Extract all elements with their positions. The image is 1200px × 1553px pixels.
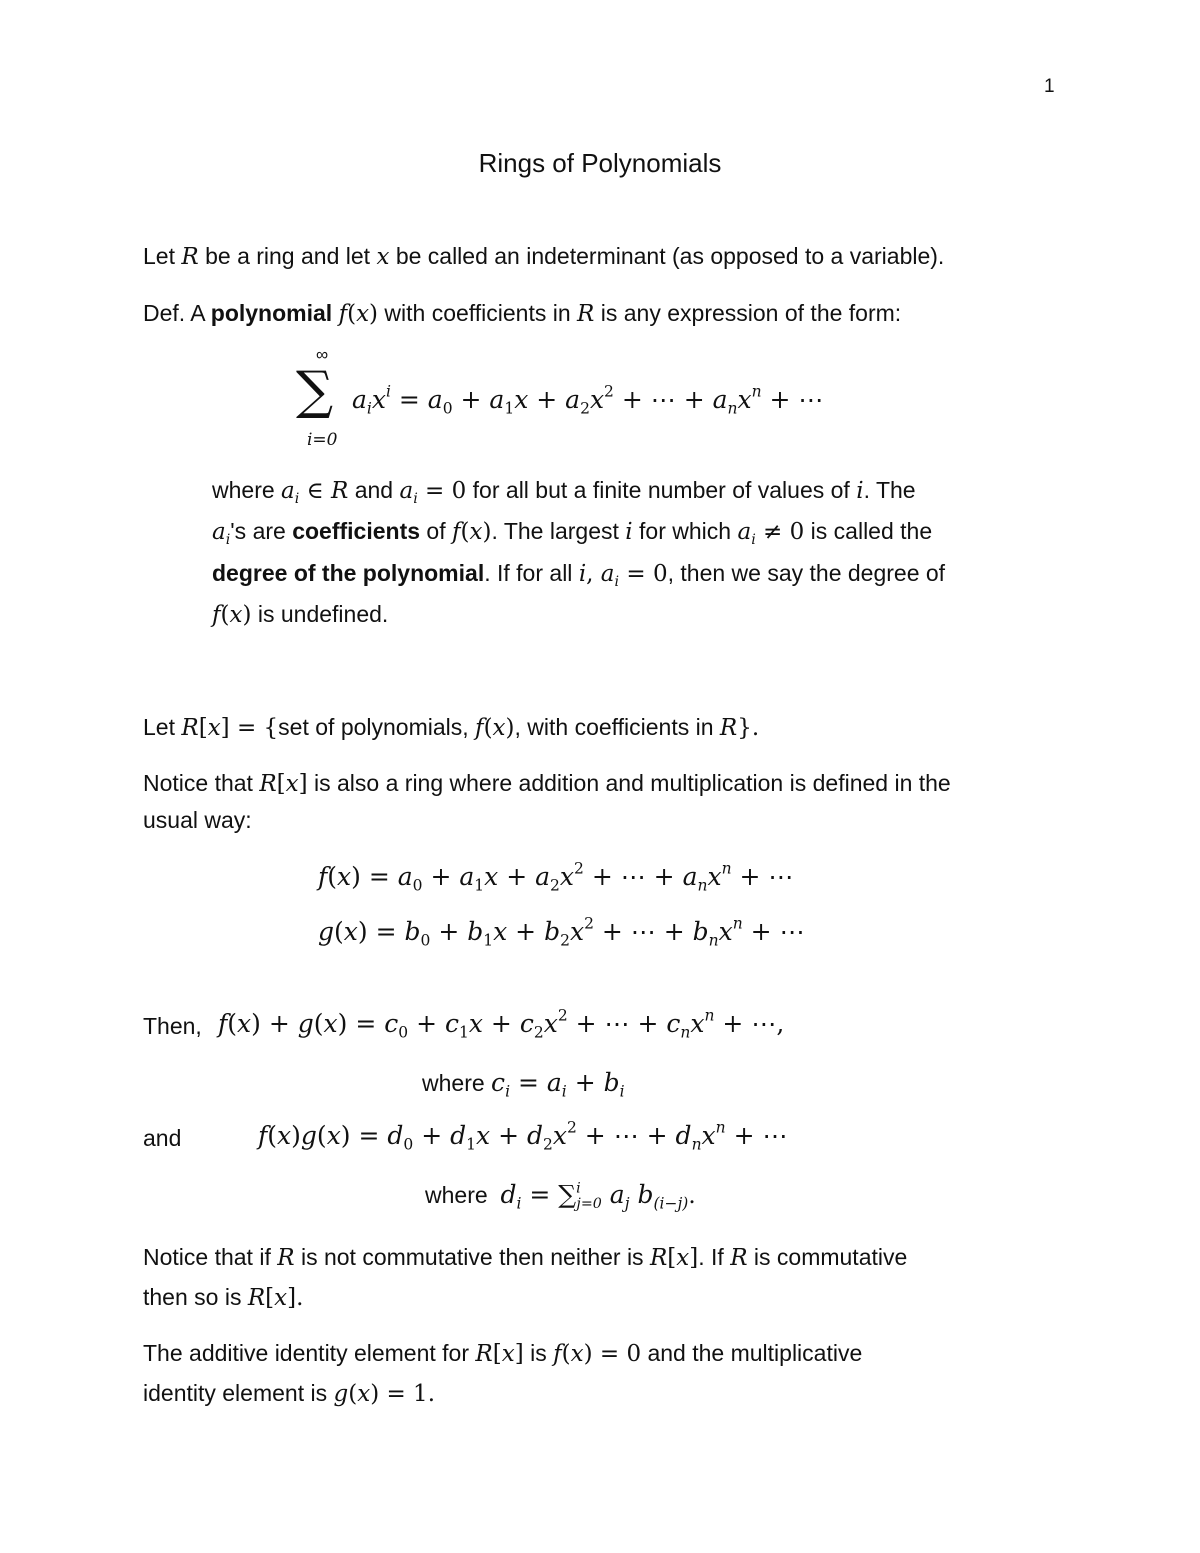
commutative-line-1: Notice that if R is not commutative then neither is R[x]. If R is commutative: [143, 1244, 908, 1271]
term-coefficients: coefficients: [292, 518, 421, 544]
notice-ring-line-1: Notice that R[x] is also a ring where addition and multiplication is defined in the: [143, 770, 951, 797]
def-with-coeff: with coefficients in: [384, 300, 571, 326]
gx-equation: $g(x) = b_0 + b_1x + b_2x^2$ + ⋯ + $b_nx^n$ + ⋯: [318, 914, 805, 950]
identity-line-1: The additive identity element for R[x] is f(x) = 0 and the multiplicative: [143, 1340, 863, 1367]
then-label: Then,: [143, 1013, 202, 1039]
sum-upper-limit: ∞: [316, 345, 329, 364]
page-title: Rings of Polynomials: [478, 148, 722, 178]
term-polynomial: polynomial: [210, 300, 333, 326]
where-line-2: $a_i's$ are coefficients of f(x). The largest i for which $a_i \ne 0$ is called the: [212, 518, 933, 548]
commutative-line-2: then so is R[x].: [143, 1284, 304, 1311]
term-degree: degree of the polynomial: [212, 560, 485, 586]
intro-be-called: be called an indeterminant (as opposed to a variable).: [395, 243, 945, 269]
notice-ring-line-2: usual way:: [143, 807, 252, 833]
def-any-expr: is any expression of the form:: [600, 300, 902, 326]
sum-where: where $c_i = a_i + b_i$: [422, 1068, 625, 1101]
intro-let: Let: [143, 243, 175, 269]
sum-expression: $a_ix^i = a_0 + a_1x + a_2x^2$ + ⋯ + $a_nx^n$ + ⋯: [352, 382, 824, 418]
ring-def-line: Let R[x] = {set of polynomials, f(x), with coefficients in R}.: [143, 714, 760, 741]
intro-line: Let R be a ring and let x be called an indeterminant (as opposed to a variable).: [143, 243, 945, 270]
sigma-icon: ∑: [296, 361, 334, 421]
identity-line-2: identity element is g(x) = 1.: [143, 1380, 435, 1407]
definition-line: Def. A polynomial f(x) with coefficients in R is any expression of the form:: [143, 300, 902, 327]
where-line-4: f(x) is undefined.: [212, 601, 389, 628]
intro-be-ring: be a ring and let: [205, 243, 371, 269]
and-label: and: [143, 1125, 182, 1151]
sum-equation: $f(x) + g(x) = c_0 + c_1x + c_2x^2$ + ⋯ + $c_nx^n$ + ⋯,: [218, 1006, 785, 1042]
product-where: where $d_i = \sum^i_{j=0}$ $a_j$ $b_{(i-j)}$.: [425, 1180, 696, 1213]
fx-equation: $f(x) = a_0 + a_1x + a_2x^2$ + ⋯ + $a_nx^n$ + ⋯: [318, 859, 794, 895]
sum-lower-limit: i=0: [307, 430, 338, 450]
where-line-1: where $a_i$ ∈ R and $a_i = 0$ for all but a finite number of values of i. The: [212, 477, 916, 507]
where-line-3: degree of the polynomial. If for all i, $a_i = 0$, then we say the degree of: [212, 560, 946, 590]
page-number: 1: [1044, 76, 1055, 97]
product-equation: $f(x)g(x) = d_0 + d_1x + d_2x^2$ + ⋯ + $d_nx^n$ + ⋯: [258, 1118, 788, 1154]
def-label: Def. A: [143, 300, 205, 326]
